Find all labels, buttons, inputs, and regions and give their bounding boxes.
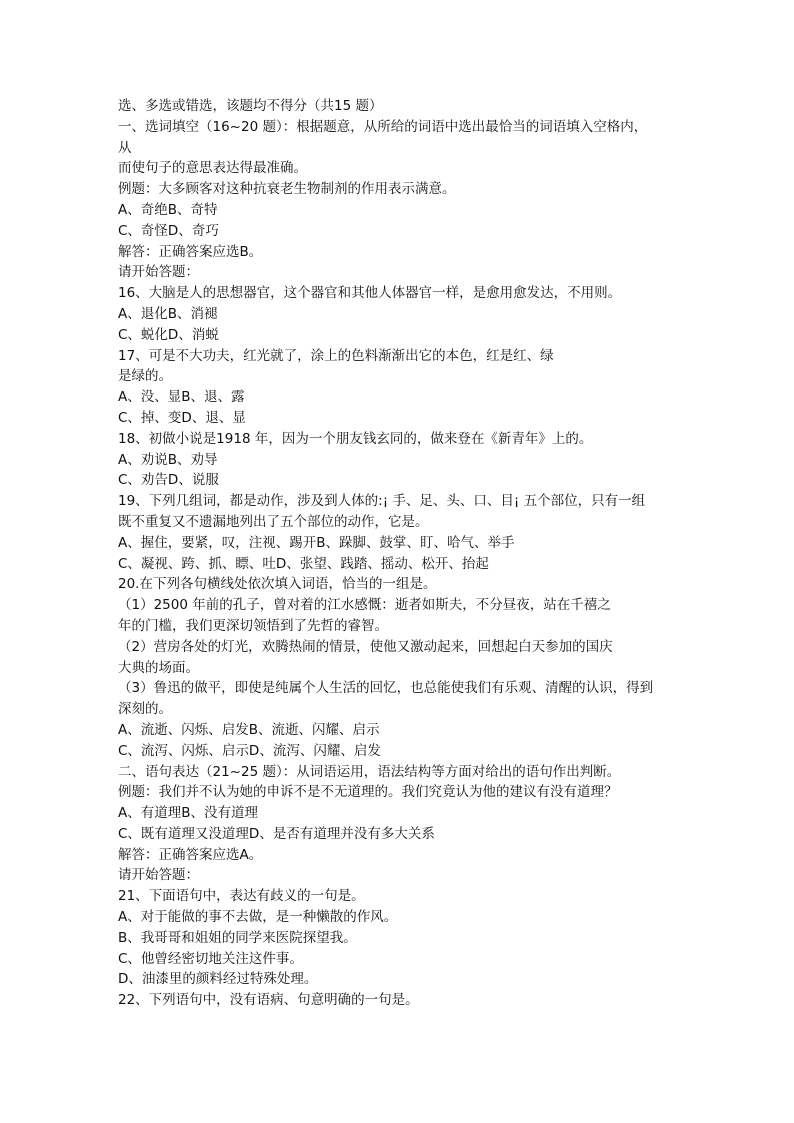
text-line: B、我哥哥和姐姐的同学来医院探望我。 <box>118 929 357 946</box>
text-line: 一、选词填空（16~20 题）：根据题意，从所给的词语中选出最恰当的词语填入空格内， <box>118 118 648 135</box>
text-line: 年的门槛，我们更深切领悟到了先哲的睿智。 <box>118 617 388 634</box>
text-line: 选、多选或错选，该题均不得分（共15 题） <box>118 98 383 114</box>
text-line: 例题：大多顾客对这种抗衰老生物制剂的作用表示满意。 <box>118 181 456 198</box>
text-line: （2）营房各处的灯光，欢腾热闹的情景，使他又激动起来，回想起白天参加的国庆 <box>118 638 613 655</box>
text-line: 既不重复又不遗漏地列出了五个部位的动作，它是。 <box>118 513 429 530</box>
text-line: 22、下列语句中，没有语病、句意明确的一句是。 <box>118 992 419 1009</box>
text-line: C、掉、变D、退、显 <box>118 409 246 426</box>
text-line: 请开始答题： <box>118 264 199 281</box>
text-line: 解答：正确答案应选A。 <box>118 846 263 863</box>
text-line: 16、大脑是人的思想器官，这个器官和其他人体器官一样，是愈用愈发达，不用则。 <box>118 285 622 302</box>
text-line: 是绿的。 <box>118 368 172 385</box>
text-line: A、没、显B、退、露 <box>118 389 245 406</box>
text-line: 而使句子的意思表达得最准确。 <box>118 160 307 177</box>
text-line: 深刻的。 <box>118 701 172 718</box>
text-line: 请开始答题： <box>118 867 199 884</box>
text-line: 大典的场面。 <box>118 659 199 676</box>
text-line: C、蜕化D、消蜕 <box>118 326 219 343</box>
text-line: D、油漆里的颜料经过特殊处理。 <box>118 971 318 988</box>
text-line: （3）鲁迅的做平，即使是纯属个人生活的回忆，也总能使我们有乐观、清醒的认识，得到 <box>118 680 654 697</box>
text-line: C、他曾经密切地关注这件事。 <box>118 950 303 967</box>
text-line: C、既有道理又没道理D、是否有道理并没有多大关系 <box>118 825 435 842</box>
text-line: （1）2500 年前的孔子，曾对着的江水感慨：逝者如斯夫，不分昼夜，站在千禧之 <box>118 597 611 614</box>
document-page <box>118 96 678 1011</box>
text-line: 解答：正确答案应选B。 <box>118 243 263 260</box>
text-line: C、劝告D、说服 <box>118 472 219 489</box>
text-line: 18、初做小说是1918 年，因为一个朋友钱玄同的，做来登在《新青年》上的。 <box>118 430 593 447</box>
text-line: A、流逝、闪烁、启发B、流逝、闪耀、启示 <box>118 721 380 738</box>
text-line: 19、下列几组词，都是动作，涉及到人体的:¡ 手、足、头、口、目¡ 五个部位，只有一组 <box>118 493 646 510</box>
text-line: 从 <box>118 139 132 156</box>
text-line: 例题：我们并不认为她的申诉不是不无道理的。我们究竟认为他的建议有没有道理？ <box>118 784 618 801</box>
text-line: 17、可是不大功夫，红光就了，涂上的色料渐渐出它的本色，红是红、绿 <box>118 347 554 364</box>
text-line: C、奇怪D、奇巧 <box>118 222 219 239</box>
text-line: A、有道理B、没有道理 <box>118 805 258 822</box>
text-line: A、握住，要紧，叹，注视、踢开B、跺脚、鼓掌、盯、哈气、举手 <box>118 534 515 551</box>
text-line: 20.在下列各句横线处依次填入词语，恰当的一组是。 <box>118 576 437 593</box>
text-line: C、流泻、闪烁、启示D、流泻、闪耀、启发 <box>118 742 381 759</box>
text-line: A、对于能做的事不去做，是一种懒散的作风。 <box>118 909 398 926</box>
text-line: A、劝说B、劝导 <box>118 451 218 468</box>
text-line: A、退化B、消褪 <box>118 305 218 322</box>
text-line: 二、语句表达（21~25 题）：从词语运用，语法结构等方面对给出的语句作出判断。 <box>118 763 621 780</box>
text-line: 21、下面语句中，表达有歧义的一句是。 <box>118 888 365 905</box>
text-line: A、奇绝B、奇特 <box>118 201 218 218</box>
text-line: C、凝视、跨、抓、瞟、吐D、张望、践踏、摇动、松开、抬起 <box>118 555 489 572</box>
